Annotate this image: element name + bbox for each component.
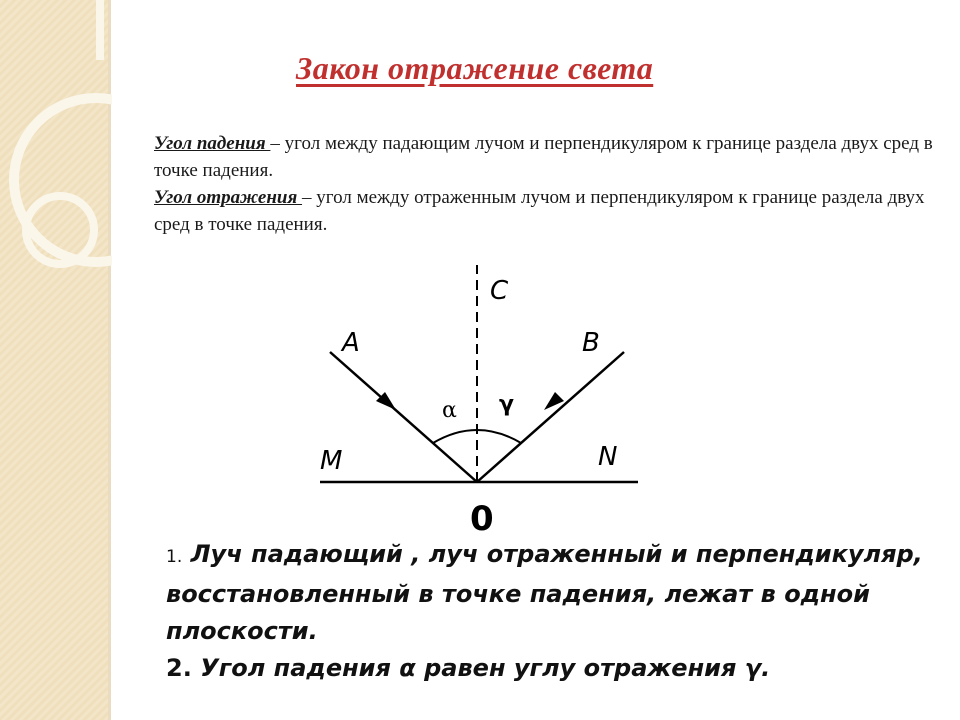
reflection-diagram bbox=[300, 255, 660, 545]
label-b: B bbox=[582, 328, 600, 358]
label-o: 0 bbox=[470, 499, 494, 539]
laws-list bbox=[166, 536, 936, 687]
definition-dash: – bbox=[270, 133, 285, 154]
label-a: A bbox=[342, 328, 360, 358]
law-item bbox=[166, 536, 936, 650]
definition-incidence-angle bbox=[154, 130, 934, 184]
definition-text: угол между падающим лучом и перпендикуляром к границе раздела двух сред в точке падения. bbox=[154, 133, 933, 181]
decorative-rings bbox=[0, 0, 112, 320]
definition-dash: – bbox=[302, 187, 317, 208]
law-item bbox=[166, 650, 936, 687]
definition-term: Угол падения bbox=[154, 133, 271, 154]
law-text: Угол падения α равен углу отражения γ. bbox=[200, 654, 771, 682]
definition-term: Угол отражения bbox=[154, 187, 303, 208]
law-number: 1. bbox=[166, 547, 183, 567]
definitions-block bbox=[154, 130, 934, 238]
label-gamma: γ bbox=[499, 392, 514, 417]
slide-title: Закон отражение света bbox=[296, 50, 654, 86]
label-alpha: α bbox=[442, 398, 457, 423]
label-n: N bbox=[598, 442, 618, 472]
definition-text: угол между отраженным лучом и перпендикуляром к границе раздела двух сред в точке падения. bbox=[154, 187, 925, 235]
law-text: Луч падающий , луч отраженный и перпендикуляр, восстановленный в точке падения, лежат в одной плоскости. bbox=[166, 540, 923, 645]
label-c: C bbox=[490, 276, 509, 306]
law-number: 2. bbox=[166, 654, 192, 682]
label-m: M bbox=[320, 446, 343, 476]
definition-reflection-angle bbox=[154, 184, 934, 238]
